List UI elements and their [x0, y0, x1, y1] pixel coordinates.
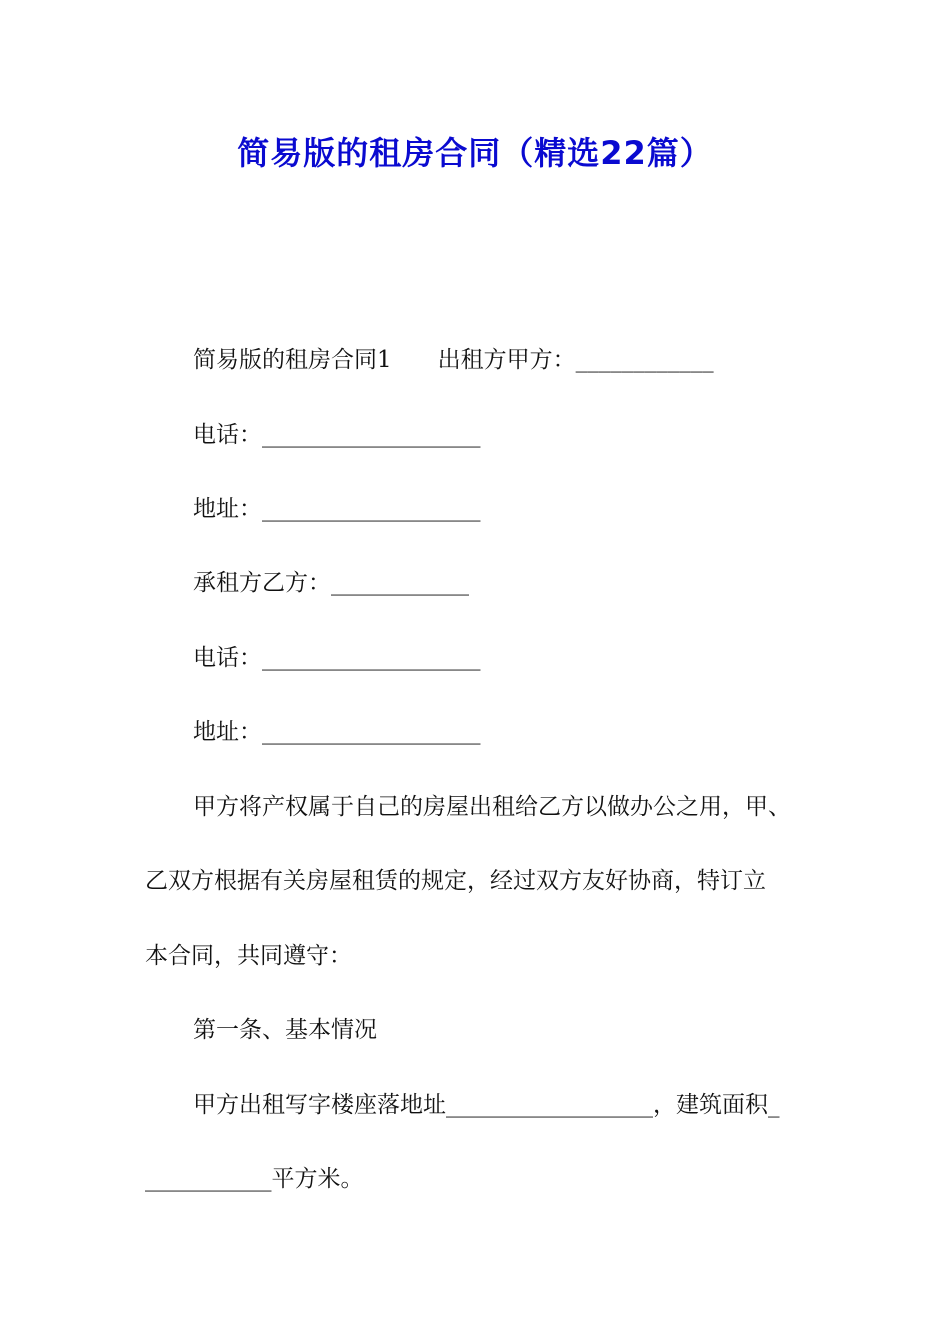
paragraph-line: 本合同，共同遵守：: [145, 943, 352, 969]
paragraph-line: 乙双方根据有关房屋租赁的规定，经过双方友好协商，特订立: [145, 868, 766, 894]
document-title: 简易版的租房合同（精选22篇）: [237, 134, 713, 172]
lessee-line: 承租方乙方：____________: [193, 570, 469, 596]
lessor-address-line: 地址：___________________: [193, 496, 481, 522]
lessee-address-line: 地址：___________________: [193, 719, 481, 745]
paragraph-line: 甲方出租写字楼座落地址__________________，建筑面积_: [193, 1092, 780, 1118]
lessor-phone-line: 电话：___________________: [193, 422, 481, 448]
paragraph-line: ___________平方米。: [145, 1166, 364, 1192]
paragraph-line: 甲方将产权属于自己的房屋出租给乙方以做办公之用，甲、: [193, 794, 791, 820]
article-heading: 第一条、基本情况: [193, 1017, 377, 1043]
lessee-phone-line: 电话：___________________: [193, 645, 481, 671]
contract-heading-lessor-line: 简易版的租房合同1 出租方甲方：____________: [193, 347, 714, 373]
